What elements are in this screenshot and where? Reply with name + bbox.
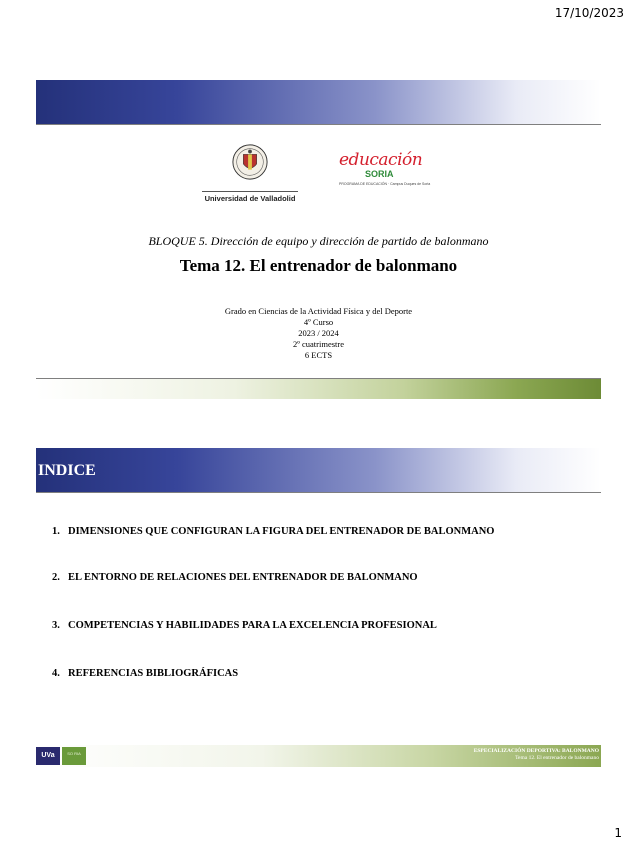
- bloque-subtitle: BLOQUE 5. Dirección de equipo y dirección de partido de balonmano: [148, 234, 489, 248]
- page-number: 1: [614, 826, 622, 840]
- course-degree: Grado en Ciencias de la Actividad Física y del Deporte: [224, 306, 413, 316]
- index-header-divider: [36, 492, 601, 493]
- index-title: INDICE: [38, 462, 96, 479]
- index-item-number: 2.: [52, 572, 60, 583]
- index-item-number: 3.: [52, 620, 60, 631]
- slide-footer: [36, 745, 601, 767]
- index-item-number: 4.: [52, 668, 60, 679]
- uva-seal-icon: [231, 143, 269, 181]
- index-item: [52, 668, 238, 679]
- index-item-text: REFERENCIAS BIBLIOGRÁFICAS: [68, 668, 239, 679]
- course-info: [36, 306, 601, 361]
- soria-word: SORIA: [365, 169, 394, 179]
- index-item-text: COMPETENCIAS Y HABILIDADES PARA LA EXCELENCIA PROFESIONAL: [68, 620, 437, 631]
- course-academic-year: 2023 / 2024: [298, 328, 339, 338]
- index-item: [52, 572, 418, 583]
- footer-uva-logo: UVa: [36, 747, 60, 765]
- index-item: [52, 620, 437, 631]
- print-date: 17/10/2023: [554, 6, 624, 20]
- course-term: 2º cuatrimestre: [292, 339, 345, 349]
- index-item-text: DIMENSIONES QUE CONFIGURAN LA FIGURA DEL ENTRENADOR DE BALONMANO: [68, 526, 495, 537]
- uva-underline: [202, 191, 298, 192]
- index-header-band: [36, 448, 601, 492]
- logos: [36, 143, 601, 203]
- footer-soria-logo: SO RIA: [62, 747, 86, 765]
- bottom-band: [36, 379, 601, 399]
- uva-name: Universidad de Valladolid: [204, 194, 296, 203]
- slide-title-text: Tema 12. El entrenador de balonmano: [179, 256, 458, 275]
- index-item-text: EL ENTORNO DE RELACIONES DEL ENTRENADOR DE BALONMANO: [68, 572, 418, 583]
- course-year: 4º Curso: [303, 317, 334, 327]
- footer-logos: [36, 747, 88, 765]
- slide-title: [36, 80, 601, 400]
- header-divider: [36, 124, 601, 125]
- slide-index: [36, 448, 601, 770]
- header-band: [36, 80, 601, 124]
- soria-tagline: PROGRAMA DE EDUCACIÓN · Campus Duques de Soria: [339, 182, 431, 186]
- footer-topic: Tema 12. El entrenador de balonmano: [515, 755, 599, 761]
- soria-script: educación: [339, 150, 423, 170]
- footer-course: ESPECIALIZACIÓN DEPORTIVA: BALONMANO: [473, 748, 599, 754]
- index-item: [52, 526, 494, 537]
- index-item-number: 1.: [52, 526, 60, 537]
- course-credits: 6 ECTS: [304, 350, 333, 360]
- educacion-soria-logo: [339, 151, 449, 201]
- uva-logo: [200, 143, 300, 203]
- footer-text: [474, 748, 599, 762]
